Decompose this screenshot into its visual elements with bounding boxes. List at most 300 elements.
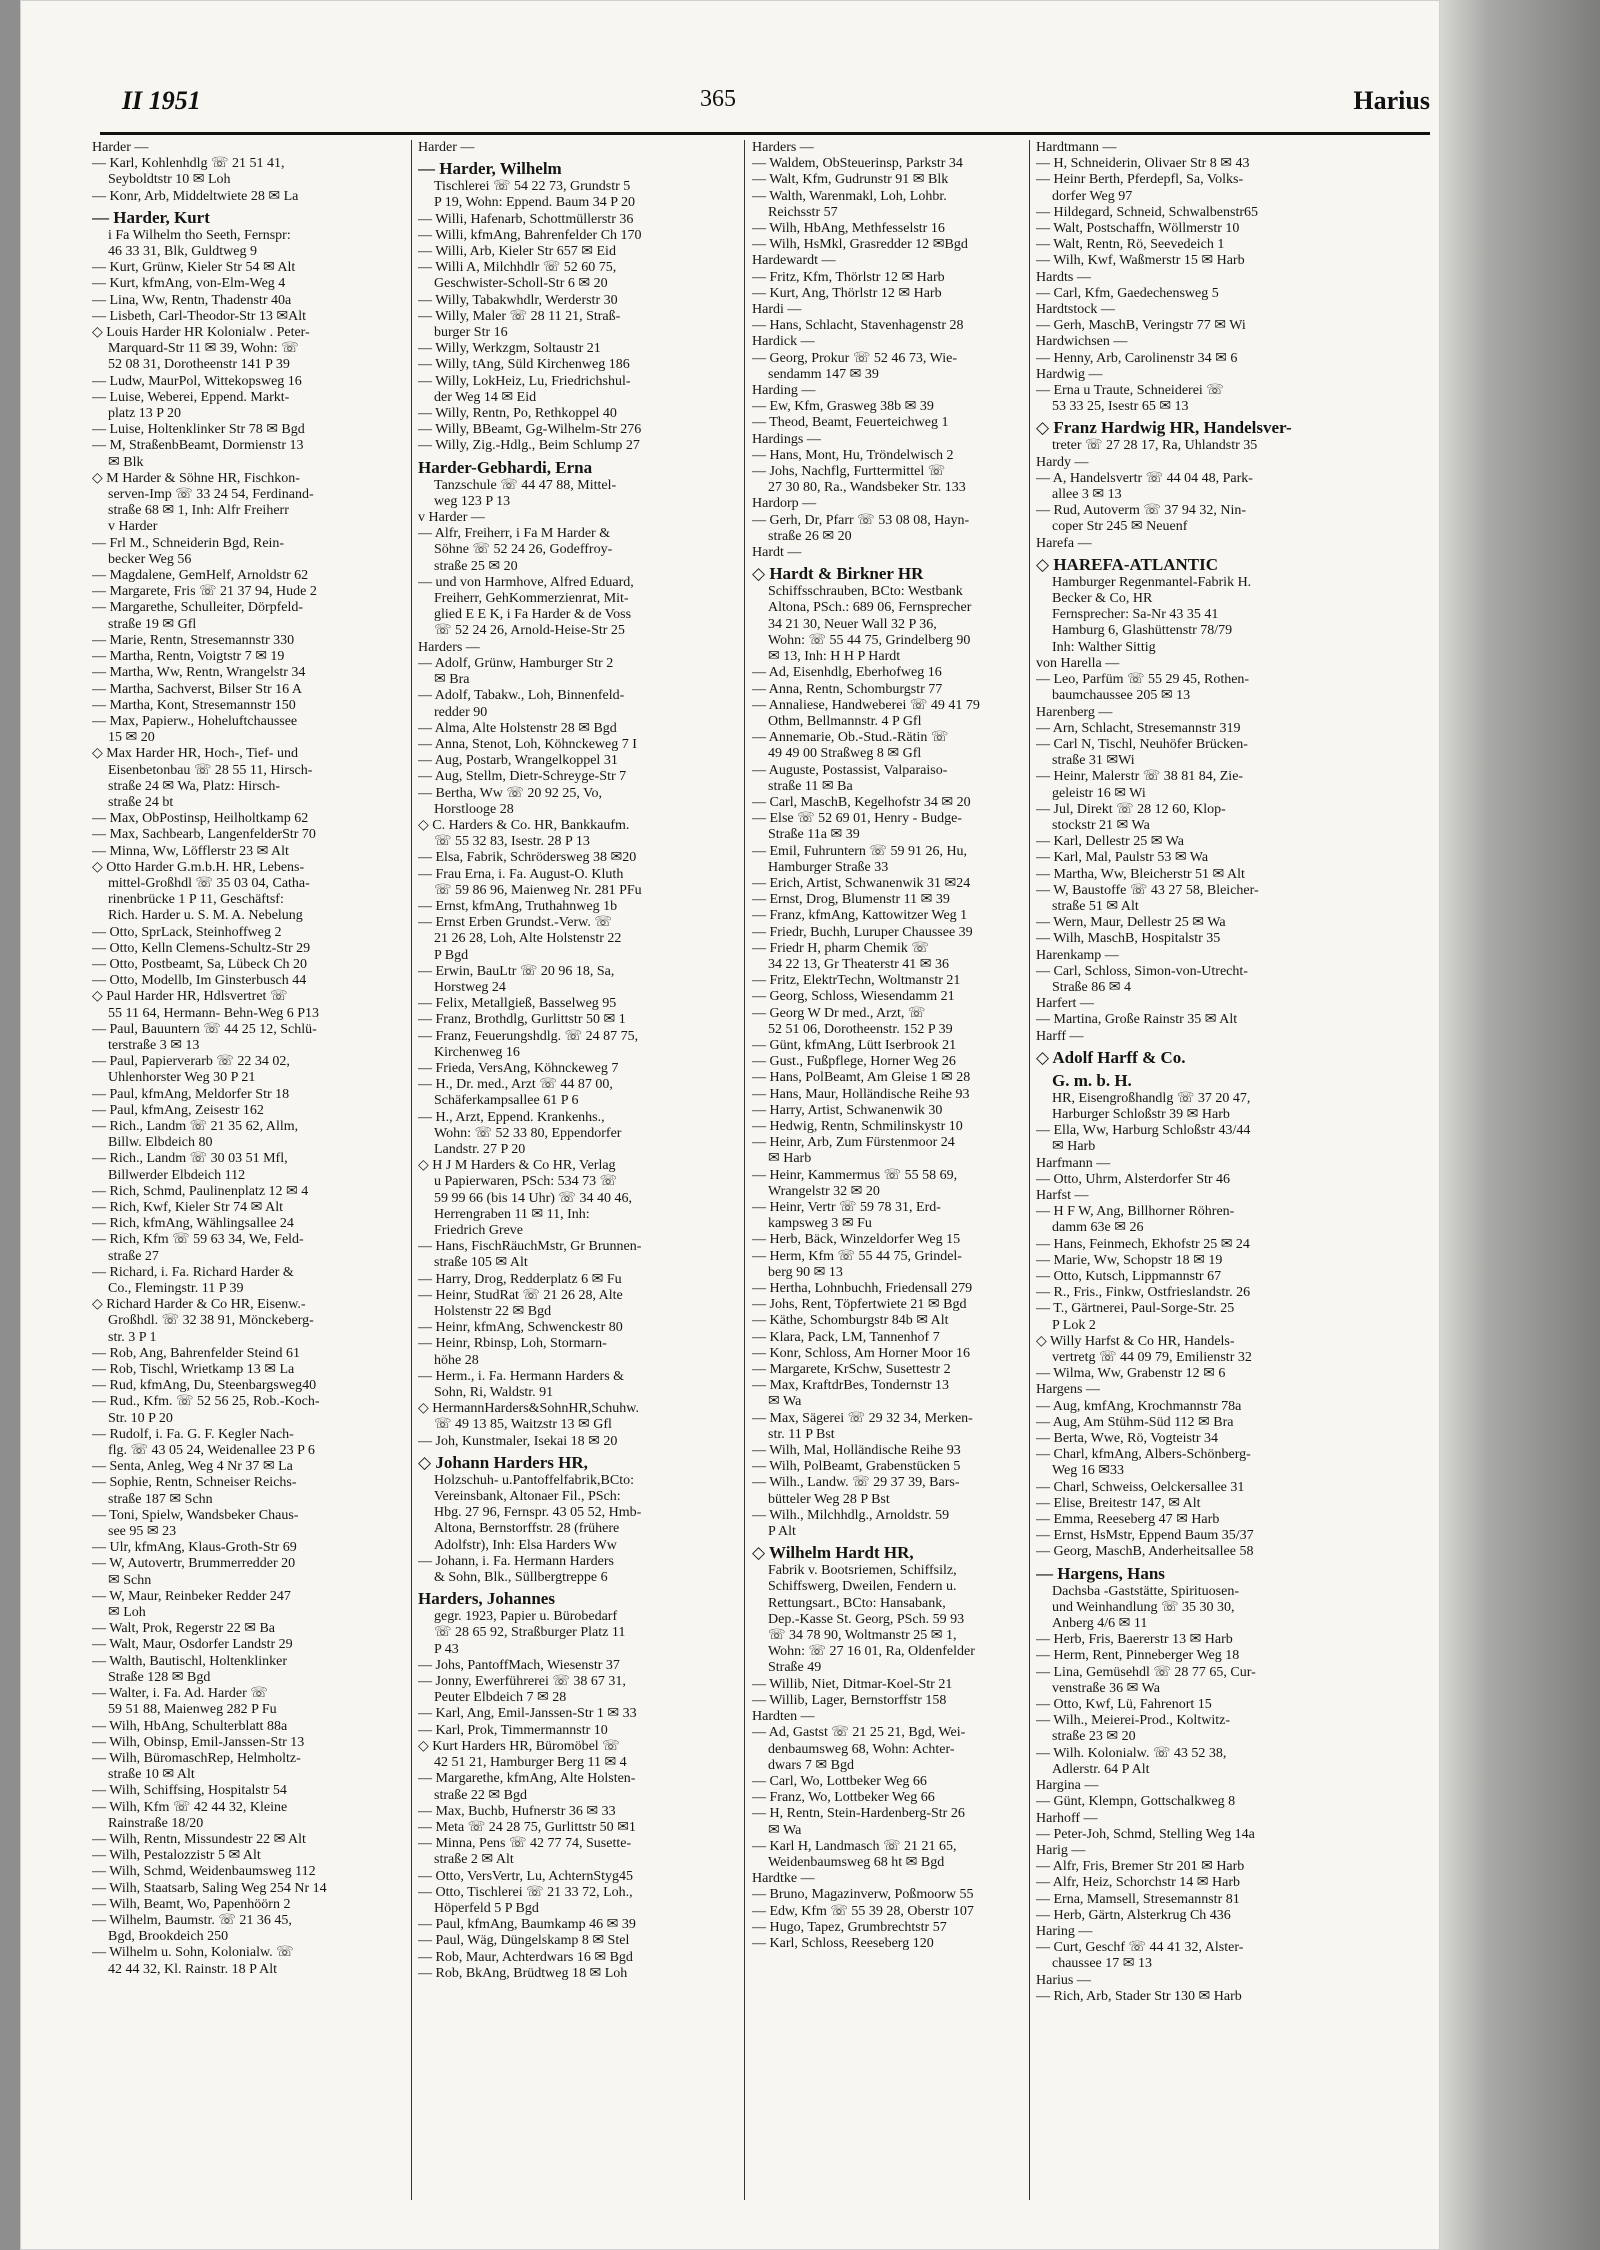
directory-entry: — Marie, Rentn, Stresemannstr 330 — [92, 632, 295, 648]
directory-entry: — Martha, Rentn, Voigtstr 7 ✉ 19 — [92, 649, 285, 665]
directory-entry: — Erwin, BauLtr ☏ 20 96 18, Sa, — [418, 963, 615, 979]
directory-entry: — Alfr, Fris, Bremer Str 201 ✉ Harb — [1036, 1859, 1245, 1875]
directory-entry: ✉ Loh — [108, 1605, 146, 1621]
directory-entry: — Wilh, Staatsarb, Saling Weg 254 Nr 14 — [92, 1880, 327, 1896]
directory-entry: Hardings — — [752, 431, 821, 447]
directory-entry: — Hans, FischRäuchMstr, Gr Brunnen- — [418, 1239, 642, 1255]
directory-entry: — Joh, Kunstmaler, Isekai 18 ✉ 20 — [418, 1433, 618, 1449]
directory-entry: — Fritz, ElektrTechn, Woltmanstr 21 — [752, 973, 961, 989]
directory-entry: — Friedr H, pharm Chemik ☏ — [752, 940, 929, 956]
directory-entry: — Alfr, Freiherr, i Fa M Harder & — [418, 526, 611, 542]
directory-entry: ✉ Blk — [108, 454, 144, 470]
directory-entry: ◇ Adolf Harff & Co. — [1036, 1047, 1186, 1067]
directory-entry: — Wilma, Ww, Grabenstr 12 ✉ 6 — [1036, 1366, 1226, 1382]
directory-entry: — Max, Papierw., Hoheluftchaussee — [92, 713, 298, 729]
directory-entry: — Willy, Rentn, Po, Rethkoppel 40 — [418, 406, 617, 422]
directory-entry: Rainstraße 18/20 — [108, 1815, 204, 1831]
page-edge — [1440, 0, 1600, 2250]
directory-entry: Wohn: ☏ 52 33 80, Eppendorfer — [434, 1125, 622, 1141]
directory-entry: Harder — — [92, 140, 149, 155]
directory-entry: — Karl, Dellestr 25 ✉ Wa — [1036, 834, 1184, 850]
directory-entry: platz 13 P 20 — [108, 406, 181, 422]
directory-entry: Wohn: ☏ 27 16 01, Ra, Oldenfelder — [768, 1644, 975, 1660]
directory-entry: — Heinr, Kammermus ☏ 55 58 69, — [752, 1167, 958, 1183]
directory-entry: 59 99 66 (bis 14 Uhr) ☏ 34 40 46, — [434, 1190, 632, 1206]
directory-entry: — Martha, Kont, Stresemannstr 150 — [92, 697, 296, 713]
directory-entry: ◇ Louis Harder HR Kolonialw . Peter- — [92, 325, 310, 341]
directory-entry: — Charl, Schweiss, Oelckersallee 31 — [1036, 1479, 1245, 1495]
directory-entry: ◇ Willy Harfst & Co HR, Handels- — [1036, 1333, 1235, 1349]
directory-entry: i Fa Wilhelm tho Seeth, Fernspr: — [108, 227, 291, 243]
directory-entry: stockstr 21 ✉ Wa — [1052, 817, 1150, 833]
directory-entry: treter ☏ 27 28 17, Ra, Uhlandstr 35 — [1052, 438, 1258, 454]
directory-entry: — Wilh, HsMkl, Grasredder 12 ✉Bgd — [752, 237, 968, 253]
directory-entry: Hargina — — [1036, 1778, 1099, 1794]
directory-entry: — Walth, Warenmakl, Loh, Lohbr. — [752, 188, 947, 204]
directory-entry: — Richard, i. Fa. Richard Harder & — [92, 1264, 294, 1280]
directory-entry: Hamburg 6, Glashüttenstr 78/79 — [1052, 623, 1233, 639]
directory-entry: — Ulr, kfmAng, Klaus-Groth-Str 69 — [92, 1540, 297, 1556]
directory-entry: P Lok 2 — [1052, 1317, 1096, 1333]
directory-entry: Seyboldtstr 10 ✉ Loh — [108, 172, 231, 188]
directory-entry: — Heinr, kfmAng, Schwenckestr 80 — [418, 1320, 623, 1336]
directory-entry: Straße 11a ✉ 39 — [768, 827, 860, 843]
directory-entry: — Otto, Postbeamt, Sa, Lübeck Ch 20 — [92, 956, 308, 972]
directory-entry: Harburger Schloßstr 39 ✉ Harb — [1052, 1106, 1230, 1122]
directory-entry: Hardts — — [1036, 269, 1091, 285]
directory-entry: Dachsba -Gaststätte, Spirituosen- — [1052, 1583, 1240, 1599]
directory-entry: — W, Autovertr, Brummerredder 20 — [92, 1556, 296, 1572]
directory-entry: glied E E K, i Fa Harder & de Voss — [434, 607, 632, 623]
directory-entry: berg 90 ✉ 13 — [768, 1264, 843, 1280]
directory-entry: — Willy, Zig.-Hdlg., Beim Schlump 27 — [418, 438, 640, 454]
directory-entry: — Wilh, Schmd, Weidenbaumsweg 112 — [92, 1864, 316, 1880]
directory-entry: Harder-Gebhardi, Erna — [418, 457, 593, 477]
directory-entry: Schäferkampsallee 61 P 6 — [434, 1093, 579, 1109]
directory-entry: — Hans, PolBeamt, Am Gleise 1 ✉ 28 — [752, 1070, 971, 1086]
directory-entry: ✉ Harb — [768, 1151, 812, 1167]
directory-entry: — Wilh., Meierei-Prod., Koltwitz- — [1036, 1713, 1230, 1729]
directory-entry: straße 26 ✉ 20 — [768, 528, 852, 544]
directory-entry: ☏ 55 32 83, Isestr. 28 P 13 — [434, 834, 590, 850]
column-rule — [411, 140, 412, 2200]
directory-entry: — Herm, Rent, Pinneberger Weg 18 — [1036, 1648, 1240, 1664]
directory-entry: höhe 28 — [434, 1352, 479, 1368]
directory-entry: Hardwig — — [1036, 366, 1103, 382]
directory-entry: — Ernst, HsMstr, Eppend Baum 35/37 — [1036, 1528, 1254, 1544]
directory-entry: Adolfstr), Inh: Elsa Harders Ww — [434, 1537, 617, 1553]
directory-entry: Haring — — [1036, 1923, 1093, 1939]
directory-entry: Harders, Johannes — [418, 1589, 555, 1609]
directory-entry: Marquard-Str 11 ✉ 39, Wohn: ☏ — [108, 341, 299, 357]
directory-entry: Landstr. 27 P 20 — [434, 1141, 526, 1157]
directory-entry: 46 33 31, Blk, Guldtweg 9 — [108, 244, 257, 260]
directory-entry: straße 27 — [108, 1248, 159, 1264]
directory-entry: — Paul, kfmAng, Zeisestr 162 — [92, 1102, 264, 1118]
directory-entry: — Henny, Arb, Carolinenstr 34 ✉ 6 — [1036, 350, 1238, 366]
directory-entry: burger Str 16 — [434, 325, 508, 341]
directory-entry: ☏ 34 78 90, Woltmanstr 25 ✉ 1, — [768, 1628, 957, 1644]
directory-entry: ◇ M Harder & Söhne HR, Fischkon- — [92, 470, 300, 486]
directory-entry: 52 08 31, Dorotheenstr 141 P 39 — [108, 357, 290, 373]
directory-entry: und Weinhandlung ☏ 35 30 30, — [1052, 1599, 1235, 1615]
directory-entry: — Heinr, Arb, Zum Fürstenmoor 24 — [752, 1135, 955, 1151]
directory-entry: — Wilh, Schiffsing, Hospitalstr 54 — [92, 1783, 287, 1799]
volume-year: II 1951 — [122, 86, 201, 115]
directory-entry: Eisenbetonbau ☏ 28 55 11, Hirsch- — [108, 762, 313, 778]
directory-entry: Hardtmann — — [1036, 140, 1117, 155]
directory-entry: Wrangelstr 32 ✉ 20 — [768, 1183, 880, 1199]
directory-entry: — Carl, Schloss, Simon-von-Utrecht- — [1036, 963, 1248, 979]
directory-entry: — Otto, VersVertr, Lu, AchternStyg45 — [418, 1868, 633, 1884]
directory-entry: Rettungsart., BCto: Hansabank, — [768, 1595, 946, 1611]
directory-entry: — Hargens, Hans — [1036, 1563, 1165, 1583]
directory-entry: — Gerh, MaschB, Veringstr 77 ✉ Wi — [1036, 318, 1246, 334]
directory-entry: — Heinr Berth, Pferdepfl, Sa, Volks- — [1036, 172, 1244, 188]
directory-entry: — Willib, Niet, Ditmar-Koel-Str 21 — [752, 1676, 953, 1692]
directory-entry: — H., Dr. med., Arzt ☏ 44 87 00, — [418, 1077, 613, 1093]
directory-entry: damm 63e ✉ 26 — [1052, 1220, 1144, 1236]
directory-entry: — Wilh, HbAng, Methfesselstr 16 — [752, 221, 945, 237]
directory-entry: — Willi, Hafenarb, Schottmüllerstr 36 — [418, 211, 634, 227]
directory-entry: — Alfr, Heiz, Schorchstr 14 ✉ Harb — [1036, 1875, 1241, 1891]
directory-entry: — Carl, Kfm, Gaedechensweg 5 — [1036, 285, 1219, 301]
directory-entry: — Rob, BkAng, Brüdtweg 18 ✉ Loh — [418, 1965, 628, 1981]
directory-entry: Hardick — — [752, 334, 815, 350]
entry-columns — [92, 140, 1437, 2220]
directory-entry: — Peter-Joh, Schmd, Stelling Weg 14a — [1036, 1826, 1255, 1842]
directory-entry: — Karl, Schloss, Reeseberg 120 — [752, 1935, 934, 1951]
directory-entry: — Wilh. Kolonialw. ☏ 43 52 38, — [1036, 1745, 1227, 1761]
directory-entry: Hardten — — [752, 1709, 815, 1725]
directory-entry: — Wern, Maur, Dellestr 25 ✉ Wa — [1036, 915, 1226, 931]
directory-entry: — Luise, Weberei, Eppend. Markt- — [92, 389, 290, 405]
directory-entry: Schiffswerg, Dweilen, Fendern u. — [768, 1579, 957, 1595]
directory-entry: straße 11 ✉ Ba — [768, 778, 853, 794]
directory-entry: — Gust., Fußpflege, Horner Weg 26 — [752, 1054, 956, 1070]
directory-entry: — Toni, Spielw, Wandsbeker Chaus- — [92, 1507, 299, 1523]
directory-entry: denbaumsweg 68, Wohn: Achter- — [768, 1741, 955, 1757]
directory-entry: — Rich, kfmAng, Wählingsallee 24 — [92, 1216, 294, 1232]
directory-entry: str. 3 P 1 — [108, 1329, 157, 1345]
directory-entry: — Emil, Fuhruntern ☏ 59 91 26, Hu, — [752, 843, 968, 859]
directory-entry: — Franz, kfmAng, Kattowitzer Weg 1 — [752, 908, 968, 924]
directory-entry: Co., Flemingstr. 11 P 39 — [108, 1281, 244, 1297]
directory-entry: gegr. 1923, Papier u. Bürobedarf — [434, 1609, 618, 1625]
directory-entry: Hardi — — [752, 302, 802, 318]
directory-entry: Friedrich Greve — [434, 1223, 524, 1238]
directory-entry: — Willy, LokHeiz, Lu, Friedrichshul- — [418, 373, 631, 389]
column-rule — [744, 140, 745, 2200]
directory-entry: ☏ 59 86 96, Maienweg Nr. 281 PFu — [434, 882, 642, 898]
directory-entry: — Wilh, PolBeamt, Grabenstücken 5 — [752, 1459, 961, 1475]
directory-entry: dorfer Weg 97 — [1052, 188, 1133, 204]
directory-entry: — Walt, Maur, Osdorfer Landstr 29 — [92, 1637, 293, 1653]
directory-entry: Großhdl. ☏ 32 38 91, Mönckeberg- — [108, 1313, 314, 1329]
directory-entry: allee 3 ✉ 13 — [1052, 487, 1122, 503]
directory-entry: P 19, Wohn: Eppend. Baum 34 P 20 — [434, 195, 635, 211]
directory-entry: Vereinsbank, Altonaer Fil., PSch: — [434, 1489, 621, 1505]
directory-entry: — Paul, Papierverarb ☏ 22 34 02, — [92, 1054, 290, 1070]
directory-entry: ✉ Harb — [1052, 1139, 1096, 1155]
directory-entry: — Willi, Arb, Kieler Str 657 ✉ Eid — [418, 244, 616, 260]
directory-entry: v Harder — [108, 519, 158, 535]
directory-entry: ◇ HermannHarders&SohnHR,Schuhw. — [418, 1401, 639, 1417]
directory-entry: u Papierwaren, PSch: 534 73 ☏ — [434, 1174, 618, 1190]
directory-entry: — Otto, Uhrm, Alsterdorfer Str 46 — [1036, 1171, 1231, 1187]
directory-entry: — Ew, Kfm, Grasweg 38b ✉ 39 — [752, 399, 934, 415]
directory-entry: — Margarete, Fris ☏ 21 37 94, Hude 2 — [92, 584, 317, 600]
column-3 — [752, 140, 1074, 2220]
directory-entry: — Rich., Landm ☏ 21 35 62, Allm, — [92, 1118, 299, 1134]
directory-entry: — Kurt, Grünw, Kieler Str 54 ✉ Alt — [92, 260, 296, 276]
directory-entry: 34 22 13, Gr Theaterstr 41 ✉ 36 — [768, 956, 949, 972]
directory-entry: P 43 — [434, 1641, 459, 1657]
directory-entry: — Herb, Bäck, Winzeldorfer Weg 15 — [752, 1232, 961, 1248]
directory-entry: Billw. Elbdeich 80 — [108, 1135, 213, 1151]
directory-entry: — Minna, Ww, Löfflerstr 23 ✉ Alt — [92, 843, 289, 859]
directory-entry: straße 105 ✉ Alt — [434, 1255, 528, 1271]
directory-entry: — Wilh, Rentn, Missundestr 22 ✉ Alt — [92, 1831, 306, 1847]
directory-entry: Geschwister-Scholl-Str 6 ✉ 20 — [434, 276, 608, 292]
directory-entry: — Karl, Ang, Emil-Janssen-Str 1 ✉ 33 — [418, 1706, 637, 1722]
directory-entry: — Johs, Nachflg, Furttermittel ☏ — [752, 464, 946, 480]
directory-entry: — Luise, Holtenklinker Str 78 ✉ Bgd — [92, 422, 305, 438]
directory-entry: — Ernst, Drog, Blumenstr 11 ✉ 39 — [752, 892, 950, 908]
directory-entry: — Lina, Gemüsehdl ☏ 28 77 65, Cur- — [1036, 1664, 1256, 1680]
directory-entry: Harders — — [418, 639, 480, 655]
directory-entry: — R., Fris., Finkw, Ostfrieslandstr. 26 — [1036, 1285, 1251, 1301]
page-header — [100, 80, 1430, 135]
directory-entry: — Heinr, Malerstr ☏ 38 81 84, Zie- — [1036, 769, 1244, 785]
directory-entry: — Margarethe, Schulleiter, Dörpfeld- — [92, 600, 304, 616]
directory-entry: — Rob, Ang, Bahrenfelder Steind 61 — [92, 1345, 301, 1361]
directory-entry: — Walth, Bautischl, Holtenklinker — [92, 1653, 287, 1669]
directory-entry: straße 22 ✉ Bgd — [434, 1787, 527, 1803]
directory-entry: Horstweg 24 — [434, 979, 506, 995]
directory-entry: — Carl, MaschB, Kegelhofstr 34 ✉ 20 — [752, 794, 971, 810]
directory-entry: — Minna, Pens ☏ 42 77 74, Susette- — [418, 1836, 632, 1852]
directory-entry: Weg 16 ✉33 — [1052, 1463, 1125, 1479]
directory-entry: — Aug, Stellm, Dietr-Schreyge-Str 7 — [418, 769, 627, 785]
directory-entry: — Wilh, BüromaschRep, Helmholtz- — [92, 1750, 301, 1766]
directory-entry: ◇ Johann Harders HR, — [418, 1452, 588, 1472]
directory-entry: — Gerh, Dr, Pfarr ☏ 53 08 08, Hayn- — [752, 512, 970, 528]
directory-entry: 15 ✉ 20 — [108, 730, 155, 746]
directory-entry: ◇ Hardt & Birkner HR — [752, 564, 924, 584]
directory-entry: — Franz, Wo, Lottbeker Weg 66 — [752, 1790, 935, 1806]
directory-entry: ◇ Otto Harder G.m.b.H. HR, Lebens- — [92, 859, 305, 875]
directory-entry: — Berta, Wwe, Rö, Vogteistr 34 — [1036, 1431, 1218, 1447]
directory-entry: — Adolf, Tabakw., Loh, Binnenfeld- — [418, 688, 625, 704]
directory-entry: — Willy, Maler ☏ 28 11 21, Straß- — [418, 308, 621, 324]
directory-entry: — Willy, BBeamt, Gg-Wilhelm-Str 276 — [418, 422, 642, 438]
directory-entry: Bgd, Brookdeich 250 — [108, 1929, 229, 1945]
directory-entry: sendamm 147 ✉ 39 — [768, 366, 879, 382]
running-head: Harius — [1353, 86, 1430, 115]
directory-entry: Straße 128 ✉ Bgd — [108, 1669, 211, 1685]
directory-entry: — Ludw, MaurPol, Wittekopsweg 16 — [92, 373, 302, 389]
directory-entry: — T., Gärtnerei, Paul-Sorge-Str. 25 — [1036, 1301, 1235, 1317]
directory-entry: Harder — — [418, 140, 475, 155]
directory-entry: Wohn: ☏ 55 44 75, Grindelberg 90 — [768, 632, 971, 648]
directory-entry: — Martha, Sachverst, Bilser Str 16 A — [92, 681, 302, 697]
directory-entry: — Rich, Kfm ☏ 59 63 34, We, Feld- — [92, 1232, 304, 1248]
directory-entry: — Willy, tAng, Süld Kirchenweg 186 — [418, 357, 630, 373]
directory-entry: Horstlooge 28 — [434, 801, 514, 817]
directory-entry: — Herb, Fris, Baererstr 13 ✉ Harb — [1036, 1632, 1233, 1648]
directory-entry: ✉ Bra — [434, 672, 470, 688]
directory-entry: Hardtke — — [752, 1871, 815, 1887]
page-number: 365 — [700, 86, 736, 112]
directory-entry: Dep.-Kasse St. Georg, PSch. 59 93 — [768, 1611, 965, 1627]
directory-entry: — Karl H, Landmasch ☏ 21 21 65, — [752, 1838, 957, 1854]
directory-entry: — Wilh., Milchhdlg., Arnoldstr. 59 — [752, 1507, 950, 1523]
directory-entry: — Walt, Postschaffn, Wöllmerstr 10 — [1036, 221, 1240, 237]
directory-entry: — Heinr, StudRat ☏ 21 26 28, Alte — [418, 1287, 623, 1303]
directory-entry: — Kurt, kfmAng, von-Elm-Weg 4 — [92, 276, 286, 292]
directory-entry: — Frieda, VersAng, Köhnckeweg 7 — [418, 1060, 619, 1076]
directory-entry: — Johs, PantoffMach, Wiesenstr 37 — [418, 1657, 620, 1673]
directory-entry: — H, Rentn, Stein-Hardenberg-Str 26 — [752, 1806, 965, 1822]
directory-entry: Altona, Bernstorffstr. 28 (frühere — [434, 1521, 620, 1537]
directory-entry: — Max, Sägerei ☏ 29 32 34, Merken- — [752, 1410, 973, 1426]
directory-entry: — Otto, SprLack, Steinhoffweg 2 — [92, 924, 282, 940]
directory-entry: Inh: Walther Sittig — [1052, 639, 1156, 655]
directory-entry: straße 68 ✉ 1, Inh: Alfr Freiherr — [108, 503, 289, 519]
directory-entry: — Heinr, Vertr ☏ 59 78 31, Erd- — [752, 1200, 941, 1215]
directory-entry: — Walter, i. Fa. Ad. Harder ☏ — [92, 1686, 268, 1702]
directory-entry: Weidenbaumsweg 68 ht ✉ Bgd — [768, 1854, 945, 1870]
directory-entry: — Ad, Gastst ☏ 21 25 21, Bgd, Wei- — [752, 1725, 966, 1741]
directory-entry: 52 51 06, Dorotheenstr. 152 P 39 — [768, 1021, 953, 1037]
directory-entry: — Margarete, KrSchw, Susettestr 2 — [752, 1362, 951, 1378]
directory-entry: Rich. Harder u. S. M. A. Nebelung — [108, 908, 303, 924]
directory-entry: Freiherr, GehKommerzienrat, Mit- — [434, 591, 629, 607]
directory-entry: — Else ☏ 52 69 01, Henry - Budge- — [752, 811, 962, 827]
directory-entry: — Martha, Ww, Rentn, Wrangelstr 34 — [92, 665, 306, 681]
directory-entry: ◇ H J M Harders & Co HR, Verlag — [418, 1158, 616, 1174]
directory-entry: ☏ 49 13 85, Waitzstr 13 ✉ Gfl — [434, 1417, 612, 1433]
directory-entry: — Wilhelm, Baumstr. ☏ 21 36 45, — [92, 1912, 292, 1928]
directory-entry: — Hugo, Tapez, Grumbrechtstr 57 — [752, 1919, 947, 1935]
directory-entry: — Fritz, Kfm, Thörlstr 12 ✉ Harb — [752, 269, 945, 285]
directory-entry: straße 19 ✉ Gfl — [108, 616, 197, 632]
directory-entry: Holstenstr 22 ✉ Bgd — [434, 1304, 552, 1320]
directory-entry: — Anna, Rentn, Schomburgstr 77 — [752, 681, 943, 697]
directory-entry: — Max, Sachbearb, LangenfelderStr 70 — [92, 827, 316, 843]
directory-entry: Tischlerei ☏ 54 22 73, Grundstr 5 — [434, 179, 631, 195]
directory-entry: — Rob, Tischl, Wrietkamp 13 ✉ La — [92, 1362, 295, 1378]
directory-entry: — Wilhelm u. Sohn, Kolonialw. ☏ — [92, 1945, 294, 1961]
directory-entry: — Hildegard, Schneid, Schwalbenstr65 — [1036, 204, 1259, 220]
directory-entry: — Willy, Werkzgm, Soltaustr 21 — [418, 341, 601, 357]
directory-entry: terstraße 3 ✉ 13 — [108, 1037, 200, 1053]
directory-entry: — Wilh, MaschB, Hospitalstr 35 — [1036, 931, 1221, 947]
directory-entry: 53 33 25, Isestr 65 ✉ 13 — [1052, 399, 1189, 415]
directory-entry: — Rud, Autoverm ☏ 37 94 32, Nin- — [1036, 503, 1246, 519]
directory-entry: — Jul, Direkt ☏ 28 12 60, Klop- — [1036, 801, 1226, 817]
directory-entry: — Käthe, Schomburgstr 84b ✉ Alt — [752, 1313, 949, 1329]
directory-entry: — Konr, Schloss, Am Horner Moor 16 — [752, 1345, 970, 1361]
directory-entry: — Otto, Modellb, Im Ginsterbusch 44 — [92, 973, 307, 989]
directory-entry: 27 30 80, Ra., Wandsbeker Str. 133 — [768, 480, 966, 496]
directory-entry: ◇ Max Harder HR, Hoch-, Tief- und — [92, 746, 298, 762]
directory-entry: ☏ 52 24 26, Arnold-Heise-Str 25 — [434, 623, 625, 639]
directory-entry: Tanzschule ☏ 44 47 88, Mittel- — [434, 477, 617, 493]
directory-entry: & Sohn, Blk., Süllbergtreppe 6 — [434, 1570, 608, 1586]
directory-entry: — Elise, Breitestr 147, ✉ Alt — [1036, 1495, 1201, 1511]
directory-entry: Harders — — [752, 140, 814, 155]
directory-entry: — Hedwig, Rentn, Schmilinskystr 10 — [752, 1118, 963, 1134]
directory-entry: — Otto, Kwf, Lü, Fahrenort 15 — [1036, 1697, 1212, 1713]
directory-entry: — Wilh, Kwf, Waßmerstr 15 ✉ Harb — [1036, 253, 1245, 269]
directory-entry: G. m. b. H. — [1052, 1070, 1132, 1090]
directory-entry: 34 21 30, Neuer Wall 32 P 36, — [768, 616, 937, 632]
directory-entry: Str. 10 P 20 — [108, 1410, 173, 1426]
directory-entry: Hardorp — — [752, 496, 817, 512]
directory-entry: — und von Harmhove, Alfred Eduard, — [418, 574, 634, 590]
directory-entry: — Annaliese, Handweberei ☏ 49 41 79 — [752, 697, 980, 713]
directory-entry: — Paul, kfmAng, Meldorfer Str 18 — [92, 1086, 290, 1102]
directory-entry: — Harry, Drog, Redderplatz 6 ✉ Fu — [418, 1271, 622, 1287]
column-4 — [1036, 140, 1358, 2220]
directory-entry: P Alt — [768, 1524, 796, 1540]
directory-entry: kampsweg 3 ✉ Fu — [768, 1216, 872, 1232]
directory-entry: ◇ Kurt Harders HR, Büromöbel ☏ — [418, 1738, 620, 1754]
directory-entry: — Harder, Kurt — [92, 207, 210, 227]
directory-entry: ☏ 28 65 92, Straßburger Platz 11 — [434, 1625, 626, 1641]
directory-entry: — Günt, kfmAng, Lütt Iserbrook 21 — [752, 1037, 957, 1053]
directory-entry: — Karl, Kohlenhdlg ☏ 21 51 41, — [92, 156, 285, 172]
directory-entry: straße 187 ✉ Schn — [108, 1491, 213, 1507]
directory-entry: straße 10 ✉ Alt — [108, 1767, 195, 1783]
directory-entry: — Margarethe, kfmAng, Alte Holsten- — [418, 1771, 636, 1787]
directory-entry: — Konr, Arb, Middeltwiete 28 ✉ La — [92, 188, 299, 204]
directory-entry: Becker & Co, HR — [1052, 591, 1153, 607]
directory-entry: — Hans, Feinmech, Ekhofstr 25 ✉ 24 — [1036, 1236, 1250, 1252]
directory-entry: — Walt, Rentn, Rö, Seevedeich 1 — [1036, 237, 1225, 253]
directory-entry: Harfmann — — [1036, 1155, 1111, 1171]
directory-entry: — A, Handelsvertr ☏ 44 04 48, Park- — [1036, 470, 1253, 486]
directory-entry: Anberg 4/6 ✉ 11 — [1052, 1616, 1148, 1632]
directory-entry: — Franz, Brothdlg, Gurlittstr 50 ✉ 1 — [418, 1012, 626, 1028]
directory-entry: P Bgd — [434, 947, 469, 963]
directory-entry: — Hans, Mont, Hu, Tröndelwisch 2 — [752, 447, 954, 463]
directory-entry: redder 90 — [434, 704, 488, 720]
directory-entry: — Paul, kfmAng, Baumkamp 46 ✉ 39 — [418, 1917, 636, 1933]
directory-entry: Holzschuh- u.Pantoffelfabrik,BCto: — [434, 1472, 634, 1488]
directory-entry: — Lisbeth, Carl-Theodor-Str 13 ✉Alt — [92, 308, 307, 324]
directory-entry: — Rud, kfmAng, Du, Steenbargsweg40 — [92, 1378, 317, 1394]
directory-entry: Hamburger Straße 33 — [768, 859, 889, 875]
directory-entry: — Willib, Lager, Bernstorffstr 158 — [752, 1692, 947, 1708]
directory-entry: Harff — — [1036, 1028, 1084, 1044]
directory-entry: — Georg, Prokur ☏ 52 46 73, Wie- — [752, 350, 958, 366]
directory-entry: — Jonny, Ewerführerei ☏ 38 67 31, — [418, 1674, 626, 1690]
directory-entry: Hargens — — [1036, 1382, 1100, 1398]
directory-entry: Straße 86 ✉ 4 — [1052, 979, 1131, 995]
directory-entry: Hardt — — [752, 545, 802, 561]
directory-entry: Harenkamp — — [1036, 947, 1119, 963]
directory-entry: dwars 7 ✉ Bgd — [768, 1757, 855, 1773]
directory-entry: — Magdalene, GemHelf, Arnoldstr 62 — [92, 568, 309, 584]
directory-entry: ◇ HAREFA-ATLANTIC — [1036, 554, 1218, 574]
directory-entry: — W, Maur, Reinbeker Redder 247 — [92, 1588, 291, 1604]
directory-entry: — Johs, Rent, Töpfertwiete 21 ✉ Bgd — [752, 1297, 967, 1313]
directory-entry: — Herm., i. Fa. Hermann Harders & — [418, 1368, 625, 1384]
directory-entry: — H F W, Ang, Billhorner Röhren- — [1036, 1204, 1235, 1220]
